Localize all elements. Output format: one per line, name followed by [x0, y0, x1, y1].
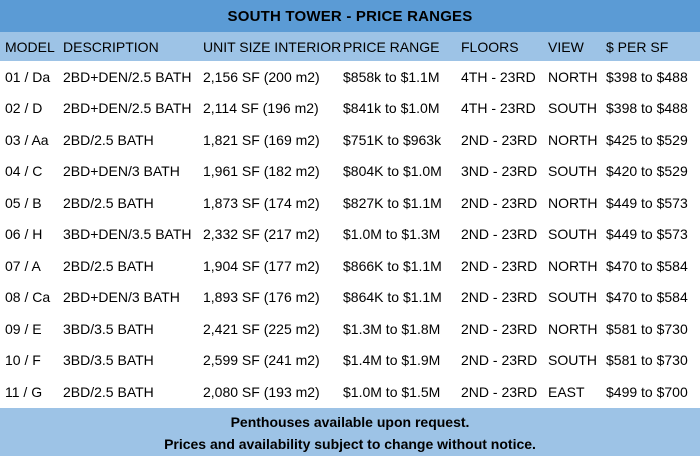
cell-price-per-sf: $470 to $584 [606, 289, 688, 306]
cell-view: NORTH [548, 257, 598, 274]
cell-price-per-sf: $449 to $573 [606, 194, 688, 211]
cell-model: 06 / H [5, 226, 43, 243]
cell-price-range: $827K to $1.1M [343, 194, 442, 211]
cell-floors: 2ND - 23RD [461, 257, 538, 274]
cell-description: 3BD+DEN/3.5 BATH [63, 226, 192, 243]
cell-floors: 2ND - 23RD [461, 226, 538, 243]
cell-view: NORTH [548, 68, 598, 85]
cell-floors: 2ND - 23RD [461, 320, 538, 337]
cell-price-range: $1.4M to $1.9M [343, 352, 441, 369]
footer-notes [0, 408, 700, 456]
cell-model: 09 / E [5, 320, 42, 337]
cell-view: NORTH [548, 320, 598, 337]
cell-price-range: $1.0M to $1.5M [343, 383, 441, 400]
cell-description: 2BD/2.5 BATH [63, 131, 154, 148]
table-row [0, 345, 700, 377]
footer-note-penthouses: Penthouses available upon request. [230, 414, 470, 430]
table-row [0, 156, 700, 188]
cell-floors: 2ND - 23RD [461, 352, 538, 369]
cell-price-range: $1.3M to $1.8M [343, 320, 441, 337]
cell-model: 05 / B [5, 194, 42, 211]
table-row [0, 376, 700, 408]
cell-view: EAST [548, 383, 585, 400]
footer-note-disclaimer: Prices and availability subject to change without notice. [164, 436, 536, 452]
cell-view: NORTH [548, 131, 598, 148]
cell-floors: 2ND - 23RD [461, 289, 538, 306]
cell-view: SOUTH [548, 163, 597, 180]
cell-unit-size: 1,961 SF (182 m2) [203, 163, 320, 180]
cell-unit-size: 1,893 SF (176 m2) [203, 289, 320, 306]
cell-unit-size: 2,114 SF (196 m2) [203, 100, 319, 117]
cell-description: 2BD+DEN/2.5 BATH [63, 100, 192, 117]
cell-model: 11 / G [5, 383, 43, 400]
cell-description: 2BD/2.5 BATH [63, 194, 154, 211]
cell-floors: 2ND - 23RD [461, 383, 538, 400]
cell-model: 04 / C [5, 163, 43, 180]
table-row [0, 187, 700, 219]
cell-model: 02 / D [5, 100, 43, 117]
cell-view: NORTH [548, 194, 598, 211]
cell-description: 2BD/2.5 BATH [63, 257, 154, 274]
table-row [0, 93, 700, 125]
column-header-view: VIEW [548, 38, 584, 55]
table-row [0, 313, 700, 345]
cell-floors: 3ND - 23RD [461, 163, 538, 180]
cell-price-per-sf: $470 to $584 [606, 257, 688, 274]
column-header-price-range: PRICE RANGE [343, 38, 440, 55]
cell-description: 2BD/2.5 BATH [63, 383, 154, 400]
cell-price-per-sf: $581 to $730 [606, 352, 688, 369]
cell-model: 10 / F [5, 352, 41, 369]
price-table-body [0, 61, 700, 408]
cell-unit-size: 2,421 SF (225 m2) [203, 320, 320, 337]
table-row [0, 250, 700, 282]
cell-description: 2BD+DEN/2.5 BATH [63, 68, 192, 85]
column-header-description: DESCRIPTION [63, 38, 159, 55]
cell-model: 08 / Ca [5, 289, 51, 306]
cell-price-per-sf: $425 to $529 [606, 131, 688, 148]
cell-floors: 4TH - 23RD [461, 68, 536, 85]
cell-price-per-sf: $398 to $488 [606, 68, 688, 85]
cell-price-range: $751K to $963k [343, 131, 442, 148]
cell-model: 03 / Aa [5, 131, 49, 148]
cell-unit-size: 2,599 SF (241 m2) [203, 352, 320, 369]
cell-floors: 4TH - 23RD [461, 100, 536, 117]
cell-price-range: $1.0M to $1.3M [343, 226, 441, 243]
cell-view: SOUTH [548, 289, 597, 306]
cell-price-range: $804K to $1.0M [343, 163, 442, 180]
cell-model: 01 / Da [5, 68, 51, 85]
cell-description: 2BD+DEN/3 BATH [63, 163, 180, 180]
cell-price-range: $858k to $1.1M [343, 68, 440, 85]
column-header-floors: FLOORS [461, 38, 519, 55]
cell-description: 3BD/3.5 BATH [63, 352, 154, 369]
cell-unit-size: 1,821 SF (169 m2) [203, 131, 320, 148]
cell-price-per-sf: $420 to $529 [606, 163, 688, 180]
table-row [0, 61, 700, 93]
column-header-unit-size: UNIT SIZE INTERIOR [203, 38, 342, 55]
cell-floors: 2ND - 23RD [461, 194, 538, 211]
cell-price-per-sf: $398 to $488 [606, 100, 688, 117]
cell-unit-size: 2,332 SF (217 m2) [203, 226, 320, 243]
cell-unit-size: 2,080 SF (193 m2) [203, 383, 320, 400]
cell-unit-size: 1,904 SF (177 m2) [203, 257, 320, 274]
table-header [0, 32, 700, 61]
cell-view: SOUTH [548, 352, 597, 369]
cell-price-per-sf: $581 to $730 [606, 320, 688, 337]
table-row [0, 282, 700, 314]
table-row [0, 219, 700, 251]
cell-unit-size: 1,873 SF (174 m2) [203, 194, 320, 211]
cell-description: 2BD+DEN/3 BATH [63, 289, 180, 306]
cell-price-per-sf: $499 to $700 [606, 383, 688, 400]
cell-view: SOUTH [548, 226, 597, 243]
cell-price-range: $866K to $1.1M [343, 257, 442, 274]
page-title: SOUTH TOWER - PRICE RANGES [0, 0, 700, 32]
cell-floors: 2ND - 23RD [461, 131, 538, 148]
column-header-model: MODEL [5, 38, 55, 55]
cell-unit-size: 2,156 SF (200 m2) [203, 68, 320, 85]
cell-view: SOUTH [548, 100, 597, 117]
table-row [0, 124, 700, 156]
column-header-price-per-sf: $ PER SF [606, 38, 669, 55]
cell-price-per-sf: $449 to $573 [606, 226, 688, 243]
cell-description: 3BD/3.5 BATH [63, 320, 154, 337]
cell-price-range: $841k to $1.0M [343, 100, 440, 117]
cell-model: 07 / A [5, 257, 41, 274]
cell-price-range: $864K to $1.1M [343, 289, 442, 306]
